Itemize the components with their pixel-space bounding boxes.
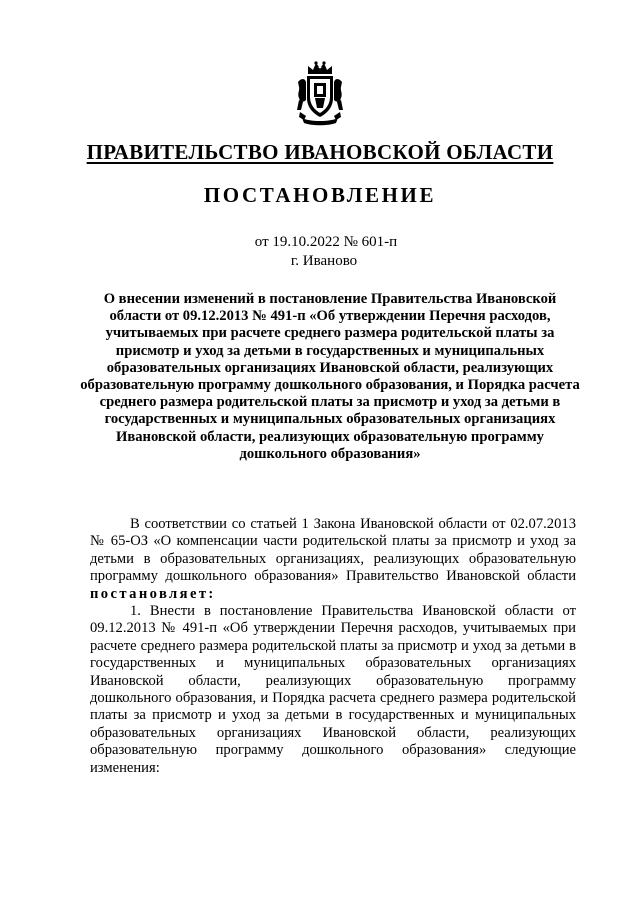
item-1-paragraph: 1. Внести в постановление Правительства Ивановской области от 09.12.2013 № 491-п «Об утверждении Перечня расходов, учитываемых при расчете среднего размера родительской платы за присмотр и уход за детьми в государственных и муниципальных образовательных организациях Ивановской области, реализующих образовательную программу дошкольного образования, и Порядка расчета среднего размера родительской платы за присмотр и уход за детьми в государственных и муниципальных образовательных организациях Ивановской области, реализующих образовательную программу дошкольного образования» следующие изменения: xyxy=(90,603,576,776)
government-name-text: ПРАВИТЕЛЬСТВО ИВАНОВСКОЙ ОБЛАСТИ xyxy=(86,140,554,164)
document-date-number: от 19.10.2022 № 601-п xyxy=(254,234,398,250)
government-name xyxy=(0,140,640,165)
resolves-word: постановляет: xyxy=(90,585,216,602)
document-heading: О внесении изменений в постановление Правительства Ивановской области от 09.12.2013 № 491-п «Об утверждении Перечня расходов, учитываемых при расчете среднего размера родительской платы за присмотр и уход за детьми в государственных и муниципальных образовательных организациях Ивановской области, реализующих образовательную программу дошкольного образования, и Порядка расчета среднего размера родительской платы за присмотр и уход за детьми в государственных и муниципальных образовательных организациях Ивановской области, реализующих образовательную программу дошкольного образования» xyxy=(80,291,580,462)
preamble-paragraph xyxy=(90,516,576,603)
document-type: ПОСТАНОВЛЕНИЕ xyxy=(203,183,437,207)
coat-of-arms-icon xyxy=(296,60,344,126)
document-city: г. Иваново xyxy=(290,253,358,269)
document-body xyxy=(90,516,576,777)
preamble-text: В соответствии со статьей 1 Закона Ивановской области от 02.07.2013 № 65-ОЗ «О компенсации части родительской платы за присмотр и уход за детьми в образовательных организациях, реализующих образовательную программу дошкольного образования» Правительство Ивановской области xyxy=(90,516,576,585)
